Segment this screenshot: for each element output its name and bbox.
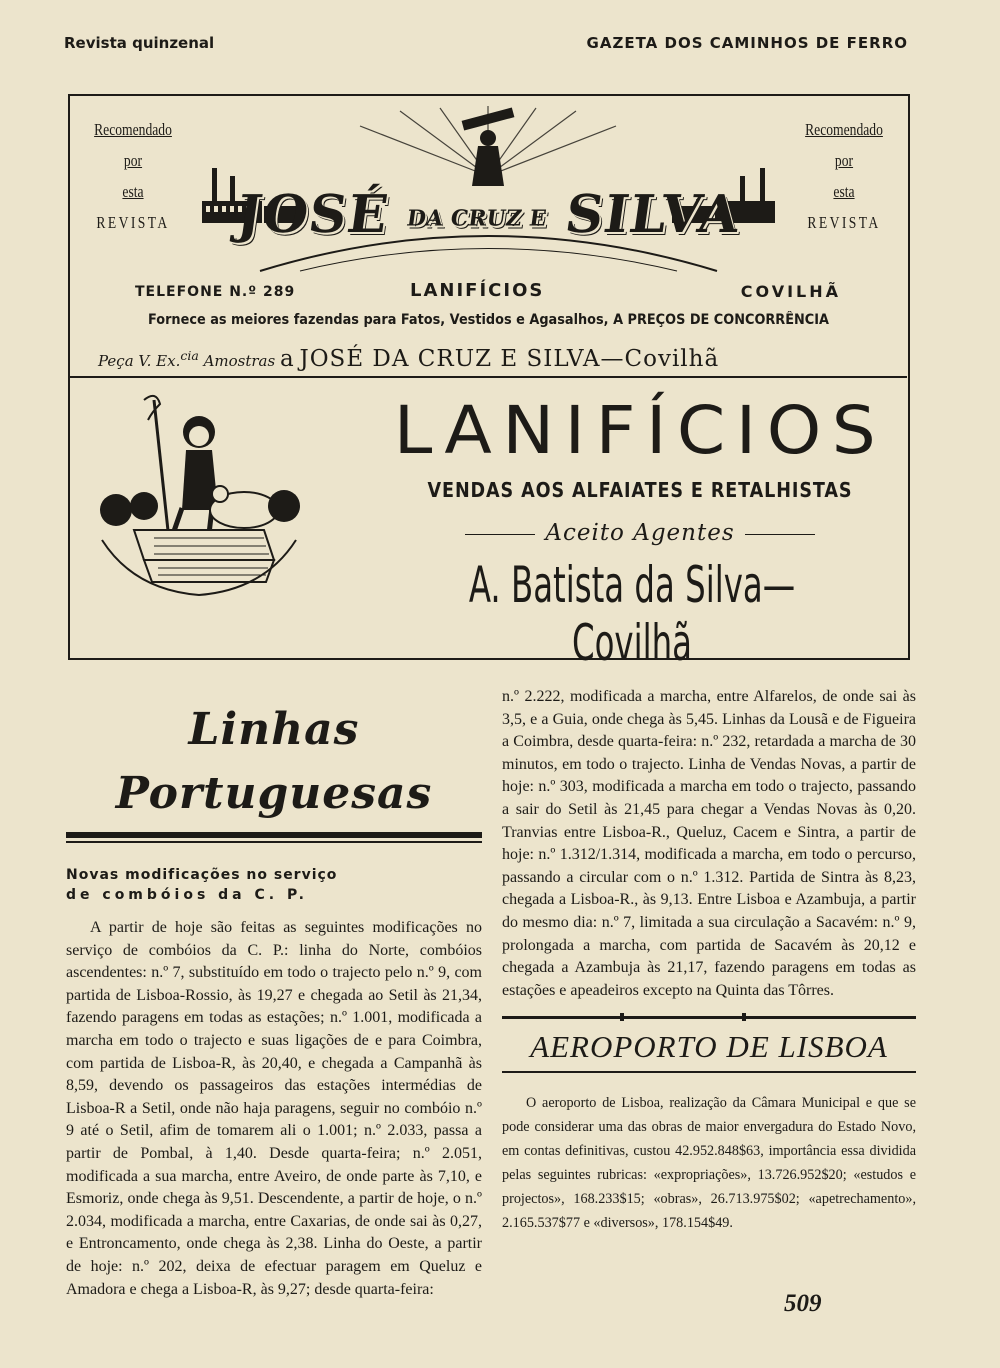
section-heading: Linhas Portuguesas	[115, 704, 433, 819]
recommended-esta: esta	[833, 182, 855, 201]
recommended-line: Recomendado	[805, 120, 883, 139]
recommended-revista: REVISTA	[96, 213, 170, 232]
ad-tagline: Fornece as meiores fazendas para Fatos, Vestidos e Agasalhos, A PREÇOS DE CONCORRÊNCIA	[147, 312, 830, 328]
recommended-line: Recomendado	[94, 120, 172, 139]
recommended-esta: esta	[122, 182, 144, 201]
banner-middle-name: DA CRUZ E	[405, 205, 548, 232]
samples-prefix: Peça V. Ex.	[98, 352, 181, 370]
firm-name: JOSÉ DA CRUZ E SILVA	[299, 346, 601, 372]
ad-subtitle: VENDAS AOS ALFAIATES E RETALHISTAS	[427, 478, 853, 502]
samples-word: Amostras	[203, 352, 276, 370]
advertisement-batista-da-silva	[70, 378, 907, 672]
rule-ornament	[742, 1013, 746, 1021]
recommended-label-left	[89, 114, 177, 238]
article-body	[66, 917, 482, 1301]
agents-rule-right	[745, 534, 815, 535]
article-linhas-portuguesas	[66, 686, 482, 1301]
agents-text: Aceito Agentes	[545, 520, 735, 546]
banner-last-name: SILVA	[561, 184, 745, 245]
agents-line	[370, 520, 910, 546]
shepherd-illustration	[94, 390, 304, 600]
samples-line	[98, 346, 898, 372]
advertisement-jose-da-cruz-e-silva	[70, 96, 907, 378]
ad-title: LANIFÍCIOS	[393, 392, 887, 469]
samples-superscript: cia	[180, 348, 199, 363]
recommended-label-right	[800, 114, 888, 238]
running-head-right: GAZETA DOS CAMINHOS DE FERRO	[586, 34, 908, 52]
ad-firm-name: A. Batista da Silva—Covilhã	[468, 556, 796, 672]
right-column	[502, 686, 916, 1235]
banner-illustration	[200, 106, 777, 276]
article-paragraph: A partir de hoje são feitas as seguintes modificações no serviço de combóios da C. P.: linha do Norte, combóios ascendentes: n.º 7, substituído em todo o trajecto pelo n.º 9, com partida de Lisboa-Rossio, às 19,27 e chegada ao Setil às 21,34, fazendo paragens em todas as estações; n.º 1.001, modificada a marcha em todo o trajecto e suas ligações de e para Coimbra, com partida de Lisboa-R, às 20,40, e chegada a Campanhã às 8,59, devendo os passageiros das estações intermédias de Lisboa-R a Setil, onde não haja paragens, seguir no combóio n.º 9 até o Setil, afim de tomarem ali o 1.001; n.º 2.033, passa a partir de Pombal, à 1,40. Desde quarta-feira; n.º 2.051, modificada a sua marcha, entre Aveiro, de onde parte às 7,10, e Esmoriz, onde chega às 9,51. Descendente, a partir de hoje, o n.º 2.034, modificada a marcha, entre Caxarias, de onde sai às 0,27, e Entroncamento, onde chega às 2,38. Linha do Oeste, a partir de hoje: n.º 202, deixa de efectuar paragem em Queluz e Amadora e chega a Lisboa-R, às 9,27; desde quarta-feira:	[66, 919, 482, 1298]
recommended-por: por	[123, 151, 143, 170]
article-subheading	[66, 865, 482, 905]
aeroporto-heading-block	[502, 1016, 916, 1073]
section-heading-aeroporto: AEROPORTO DE LISBOA	[530, 1028, 888, 1064]
heading-rule-top	[502, 1016, 916, 1019]
aeroporto-body	[502, 1091, 916, 1235]
agents-rule-left	[465, 534, 535, 535]
lanificios-label: LANIFÍCIOS	[410, 280, 545, 301]
page-number: 509	[784, 1290, 822, 1317]
article-continuation: n.º 2.222, modificada a marcha, entre Alfarelos, de onde sai às 3,5, e a Guia, onde chega às 5,45. Linhas da Lousã e de Figueira a Coimbra, desde quarta-feira: n.º 232, retardada a marcha de 30 minutos, em todo o trajecto. Linha de Vendas Novas, a partir de hoje: n.º 303, modificada a marcha em todo o trajecto, passando a sair do Setil às 21,45 para chegar a Vendas Novas às 0,20. Tranvias entre Lisboa-R., Queluz, Cacem e Sintra, a partir de hoje: n.º 1.312/1.314, modificada a marcha, em todo o percurso, passando a circular com o n.º 1.312. Partida de Sintra às 8,23, chegada a Lisboa-R., às 9,13. Entre Lisboa e Azambuja, a partir do mesmo dia: n.º 7, limitada a sua circulação a Sacavém: n.º 9, prolongada a marcha, com partida de Sacavém às 20,12 e chegada a Azambuja às 21,17, fazendo paragens em todas as estações e apeadeiros excepto na Quinta das Tôrres.	[502, 688, 916, 999]
telephone: TELEFONE N.º 289	[135, 284, 296, 300]
firm-city: —Covilhã	[600, 346, 720, 372]
banner-first-name: JOSÉ	[232, 184, 393, 245]
city-label: COVILHÃ	[740, 282, 841, 301]
samples-a: a	[279, 346, 295, 372]
heading-rule-thin	[66, 841, 482, 843]
heading-rule-thick	[66, 832, 482, 838]
running-head-left: Revista quinzenal	[64, 34, 215, 52]
heading-rule-bottom	[502, 1071, 916, 1074]
rule-ornament	[620, 1013, 624, 1021]
aeroporto-paragraph: O aeroporto de Lisboa, realização da Câmara Municipal e que se pode considerar uma das obras de maior envergadura do Estado Novo, em contas definitivas, custou 42.952.848$63, importância essa dividida pelas seguintes rubricas: «expropriações», 13.726.952$20; «estudos e projectos», 168.233$15; «obras», 26.713.975$02; «apetrechamento», 2.165.537$77 e «diversos», 178.154$49.	[502, 1095, 916, 1232]
advertisement-box	[68, 94, 910, 672]
subheading-line-1: Novas modificações no serviço	[66, 867, 338, 883]
recommended-por: por	[834, 151, 854, 170]
subheading-line-2: de combóios da C. P.	[66, 887, 308, 903]
recommended-revista: REVISTA	[807, 213, 881, 232]
banner-firm-name	[196, 184, 782, 245]
